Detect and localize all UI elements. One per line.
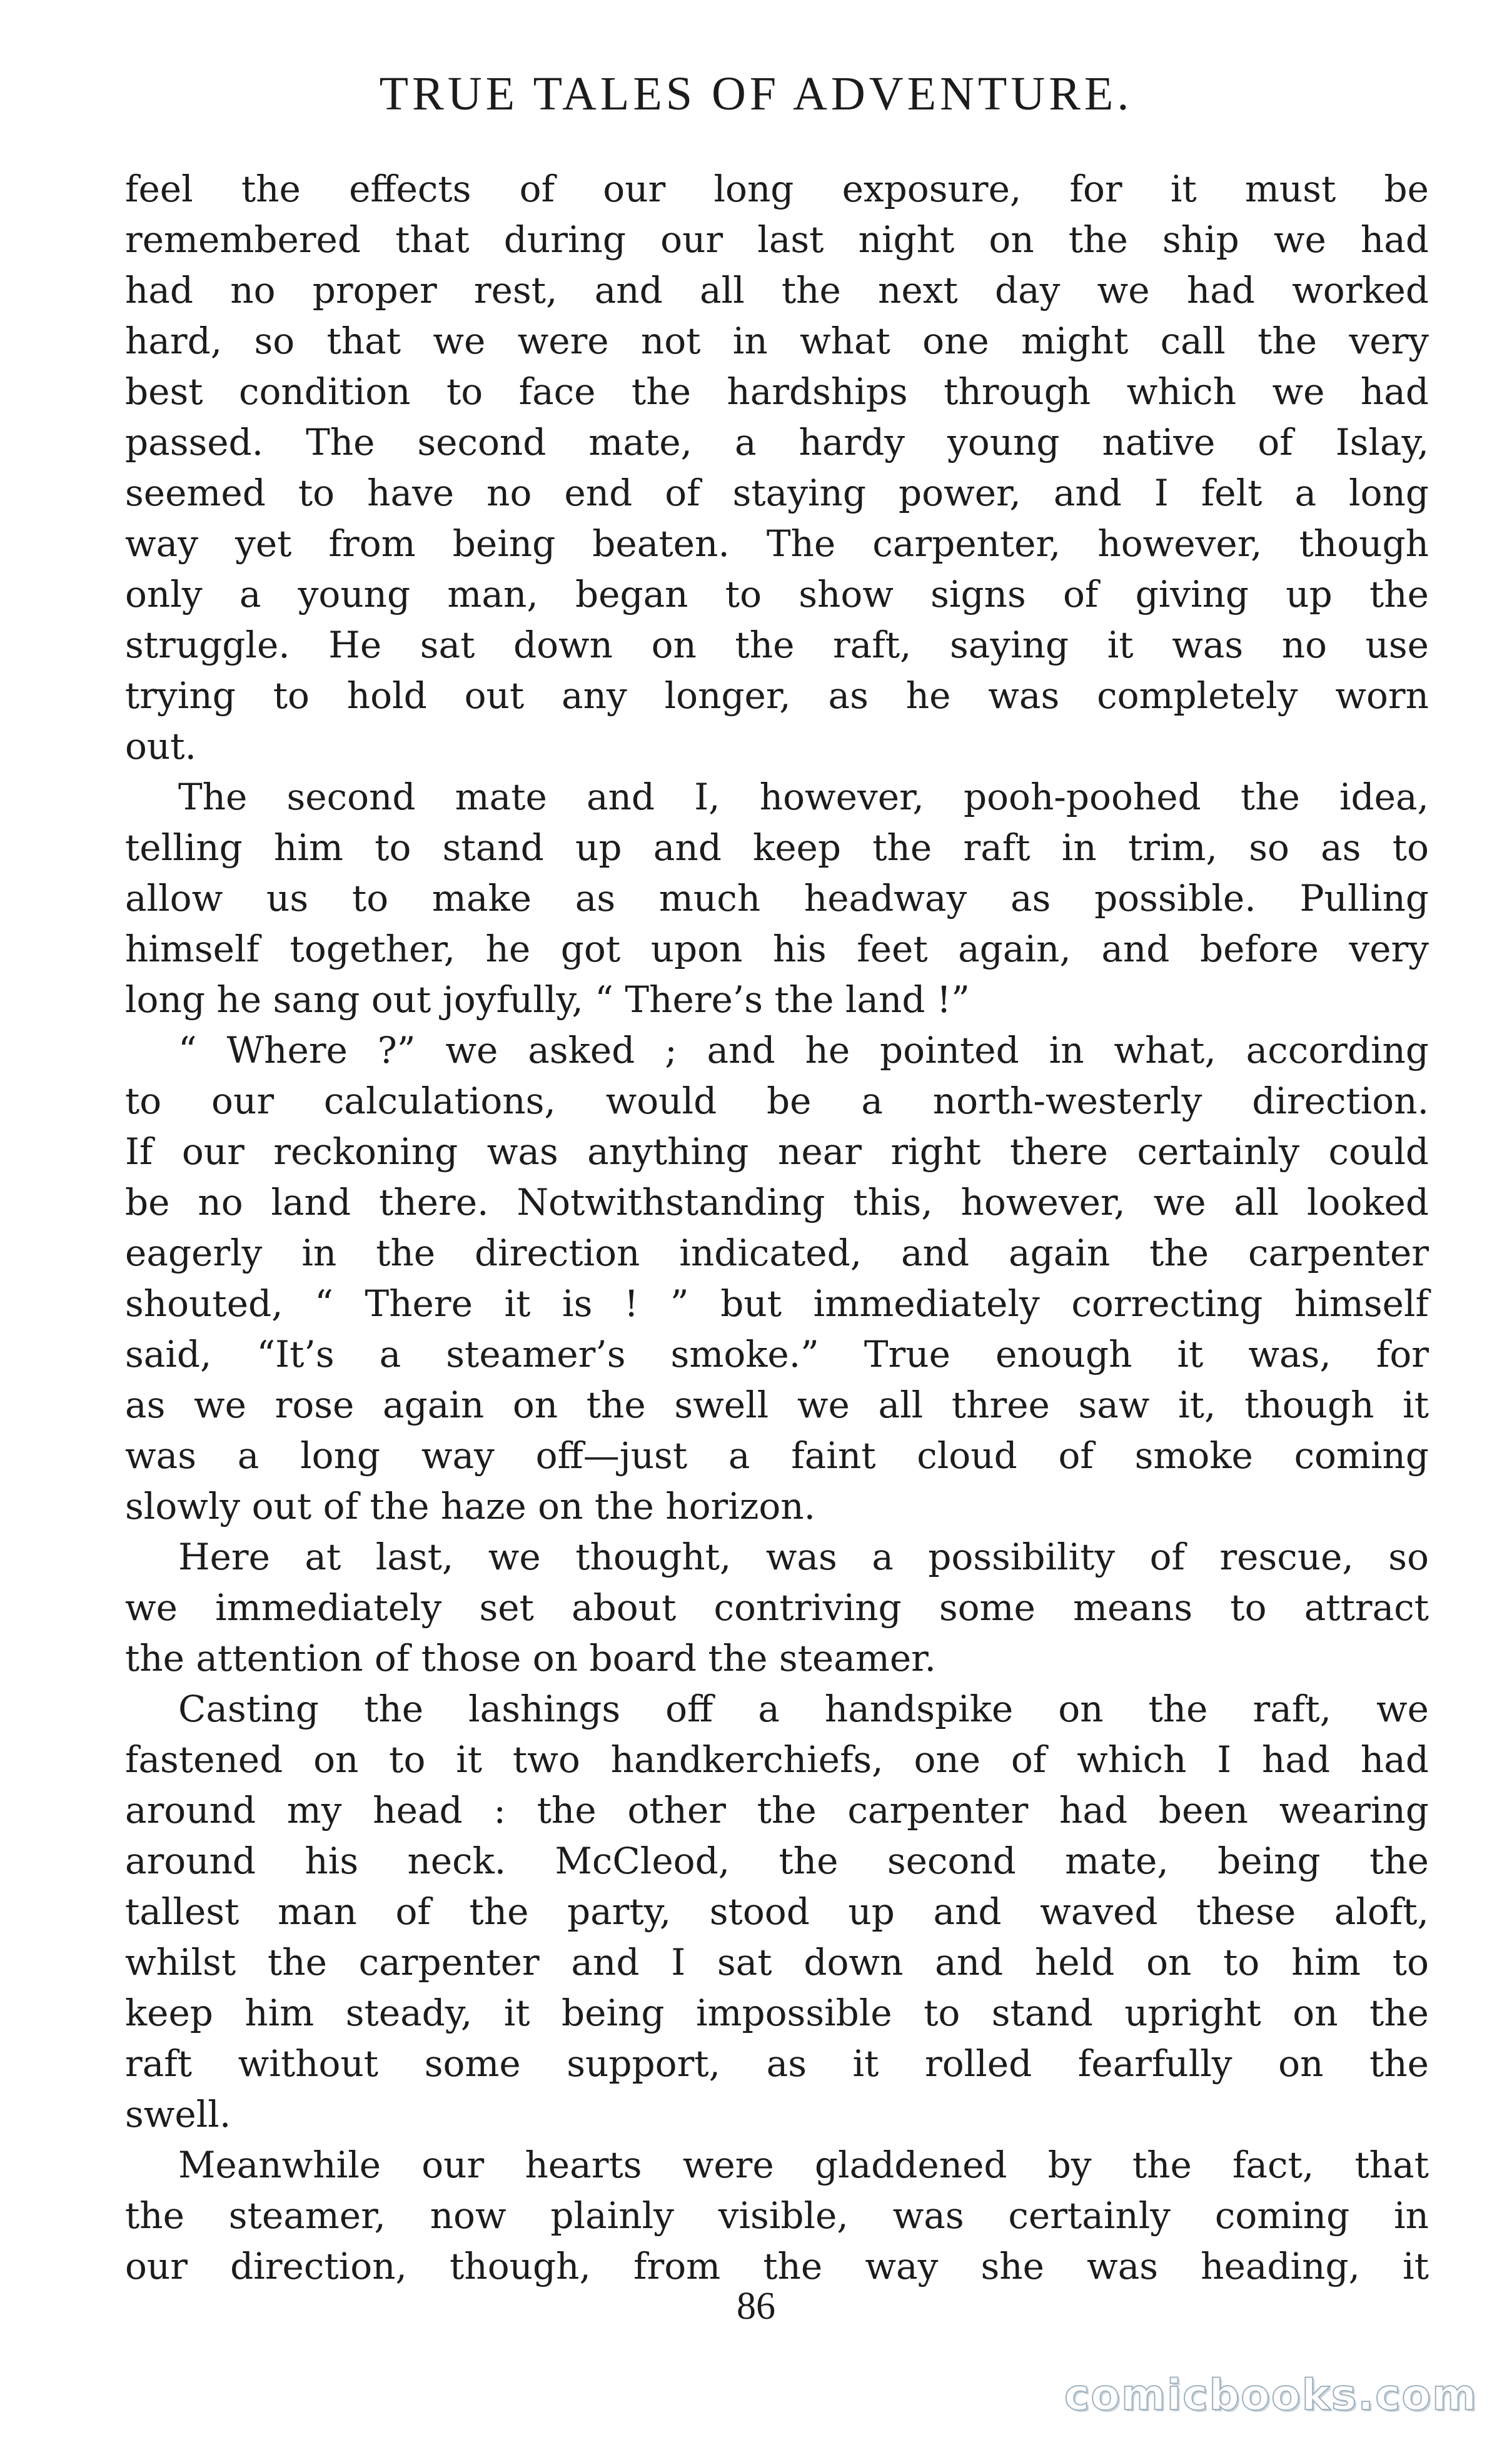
text-line: the attention of those on board the steamer. [125, 1637, 936, 1680]
text-line: to our calculations, would be a north-westerly direction. [125, 1080, 1429, 1122]
text-line: Here at last, we thought, was a possibility of rescue, so [178, 1536, 1429, 1578]
watermark-logo: comicbooks.com [1064, 2371, 1478, 2420]
paragraph [125, 2140, 1429, 2292]
text-line: The second mate and I, however, pooh-poohed the idea, [178, 776, 1429, 818]
text-line: If our reckoning was anything near right there certainly could [125, 1130, 1429, 1173]
paragraph [125, 164, 1429, 772]
text-line: struggle. He sat down on the raft, saying it was no use [125, 624, 1429, 666]
text-line: tallest man of the party, stood up and waved these aloft, [125, 1890, 1429, 1933]
text-line: shouted, “ There it is ! ” but immediately correcting himself [125, 1282, 1429, 1325]
text-line: seemed to have no end of staying power, and I felt a long [125, 472, 1429, 514]
text-line: fastened on to it two handkerchiefs, one of which I had had [125, 1738, 1429, 1781]
text-line: raft without some support, as it rolled fearfully on the [125, 2042, 1429, 2085]
text-line: around my head : the other the carpenter had been wearing [125, 1789, 1429, 1832]
text-line: telling him to stand up and keep the raft in trim, so as to [125, 826, 1429, 869]
text-line: long he sang out joyfully, “ There’s the land !” [125, 978, 970, 1021]
text-line: our direction, though, from the way she was heading, it [125, 2245, 1429, 2287]
text-line: keep him steady, it being impossible to stand upright on the [125, 1992, 1429, 2034]
text-line: Meanwhile our hearts were gladdened by the fact, that [178, 2144, 1429, 2186]
text-line: we immediately set about contriving some means to attract [125, 1586, 1429, 1629]
text-line: be no land there. Notwithstanding this, however, we all looked [125, 1181, 1429, 1224]
text-line: as we rose again on the swell we all three saw it, though it [125, 1384, 1429, 1426]
text-line: trying to hold out any longer, as he was completely worn [125, 674, 1429, 717]
text-line: said, “It’s a steamer’s smoke.” True enough it was, for [125, 1333, 1429, 1376]
text-line: hard, so that we were not in what one might call the very [125, 320, 1429, 362]
paragraph [125, 772, 1429, 1025]
text-line: only a young man, began to show signs of giving up the [125, 573, 1429, 616]
text-line: eagerly in the direction indicated, and again the carpenter [125, 1232, 1429, 1274]
text-line: remembered that during our last night on the ship we had [125, 218, 1429, 261]
text-line: “ Where ?” we asked ; and he pointed in what, according [178, 1029, 1429, 1072]
text-line: slowly out of the haze on the horizon. [125, 1485, 816, 1528]
text-line: around his neck. McCleod, the second mate, being the [125, 1840, 1429, 1882]
page-number: 86 [737, 2285, 775, 2328]
text-line: way yet from being beaten. The carpenter, however, though [125, 522, 1429, 565]
text-line: allow us to make as much headway as possible. Pulling [125, 877, 1429, 920]
running-header: TRUE TALES OF ADVENTURE. [379, 68, 1133, 120]
body-text [125, 164, 1429, 2292]
text-line: swell. [125, 2093, 231, 2135]
text-line: feel the effects of our long exposure, for it must be [125, 168, 1429, 210]
text-line: had no proper rest, and all the next day we had worked [125, 269, 1429, 312]
paragraph [125, 1684, 1429, 2140]
text-line: best condition to face the hardships through which we had [125, 370, 1429, 413]
paragraph [125, 1532, 1429, 1684]
text-line: himself together, he got upon his feet again, and before very [125, 928, 1429, 970]
paragraph [125, 1025, 1429, 1532]
text-line: Casting the lashings off a handspike on the raft, we [178, 1688, 1429, 1730]
text-line: was a long way off—just a faint cloud of smoke coming [125, 1434, 1429, 1477]
text-line: whilst the carpenter and I sat down and held on to him to [125, 1941, 1429, 1983]
text-line: the steamer, now plainly visible, was certainly coming in [125, 2194, 1429, 2237]
text-line: passed. The second mate, a hardy young native of Islay, [125, 421, 1429, 464]
text-line: out. [125, 725, 197, 768]
